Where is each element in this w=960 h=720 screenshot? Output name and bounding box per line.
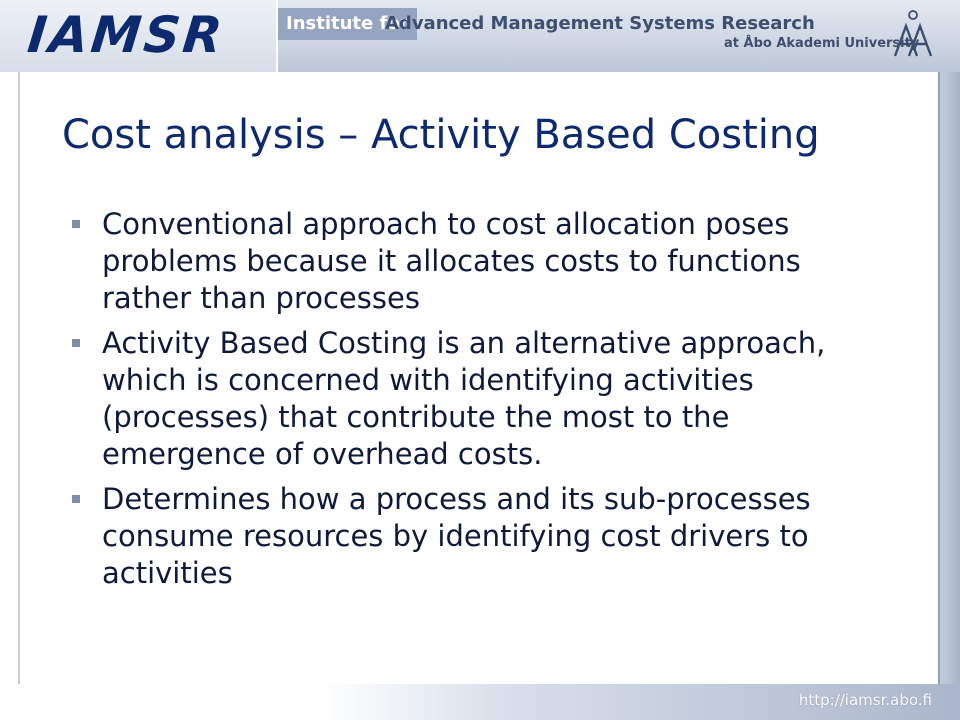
frame-right-line — [938, 72, 940, 684]
university-name: at Åbo Akademi University — [724, 36, 920, 51]
bullet-square-icon — [72, 495, 80, 503]
iamsr-logo: IAMSR — [24, 6, 228, 64]
bullet-item — [66, 206, 866, 317]
bullet-item — [66, 481, 866, 592]
bullet-square-icon — [72, 220, 80, 228]
footer-url: http://iamsr.abo.fi — [798, 691, 932, 709]
frame-left-line — [18, 72, 20, 684]
frame-right-band — [940, 72, 960, 684]
abo-akademi-logo-icon — [892, 10, 934, 60]
slide-title: Cost analysis – Activity Based Costing — [62, 112, 820, 158]
bullet-text: Conventional approach to cost allocation poses problems because it allocates costs to functions rather than processes — [102, 207, 801, 315]
bullet-text: Determines how a process and its sub-processes consume resources by identifying cost drivers to activities — [102, 482, 811, 590]
bullet-text: Activity Based Costing is an alternative approach, which is concerned with identifying activities (processes) that contribute the most to the emergence of overhead costs. — [102, 326, 826, 471]
bullet-item — [66, 325, 866, 473]
bullet-square-icon — [72, 339, 80, 347]
institute-for-label: Institute for — [278, 8, 417, 40]
logo-box — [0, 0, 278, 72]
institute-name: Advanced Management Systems Research — [385, 13, 815, 34]
bullet-list — [66, 206, 866, 600]
